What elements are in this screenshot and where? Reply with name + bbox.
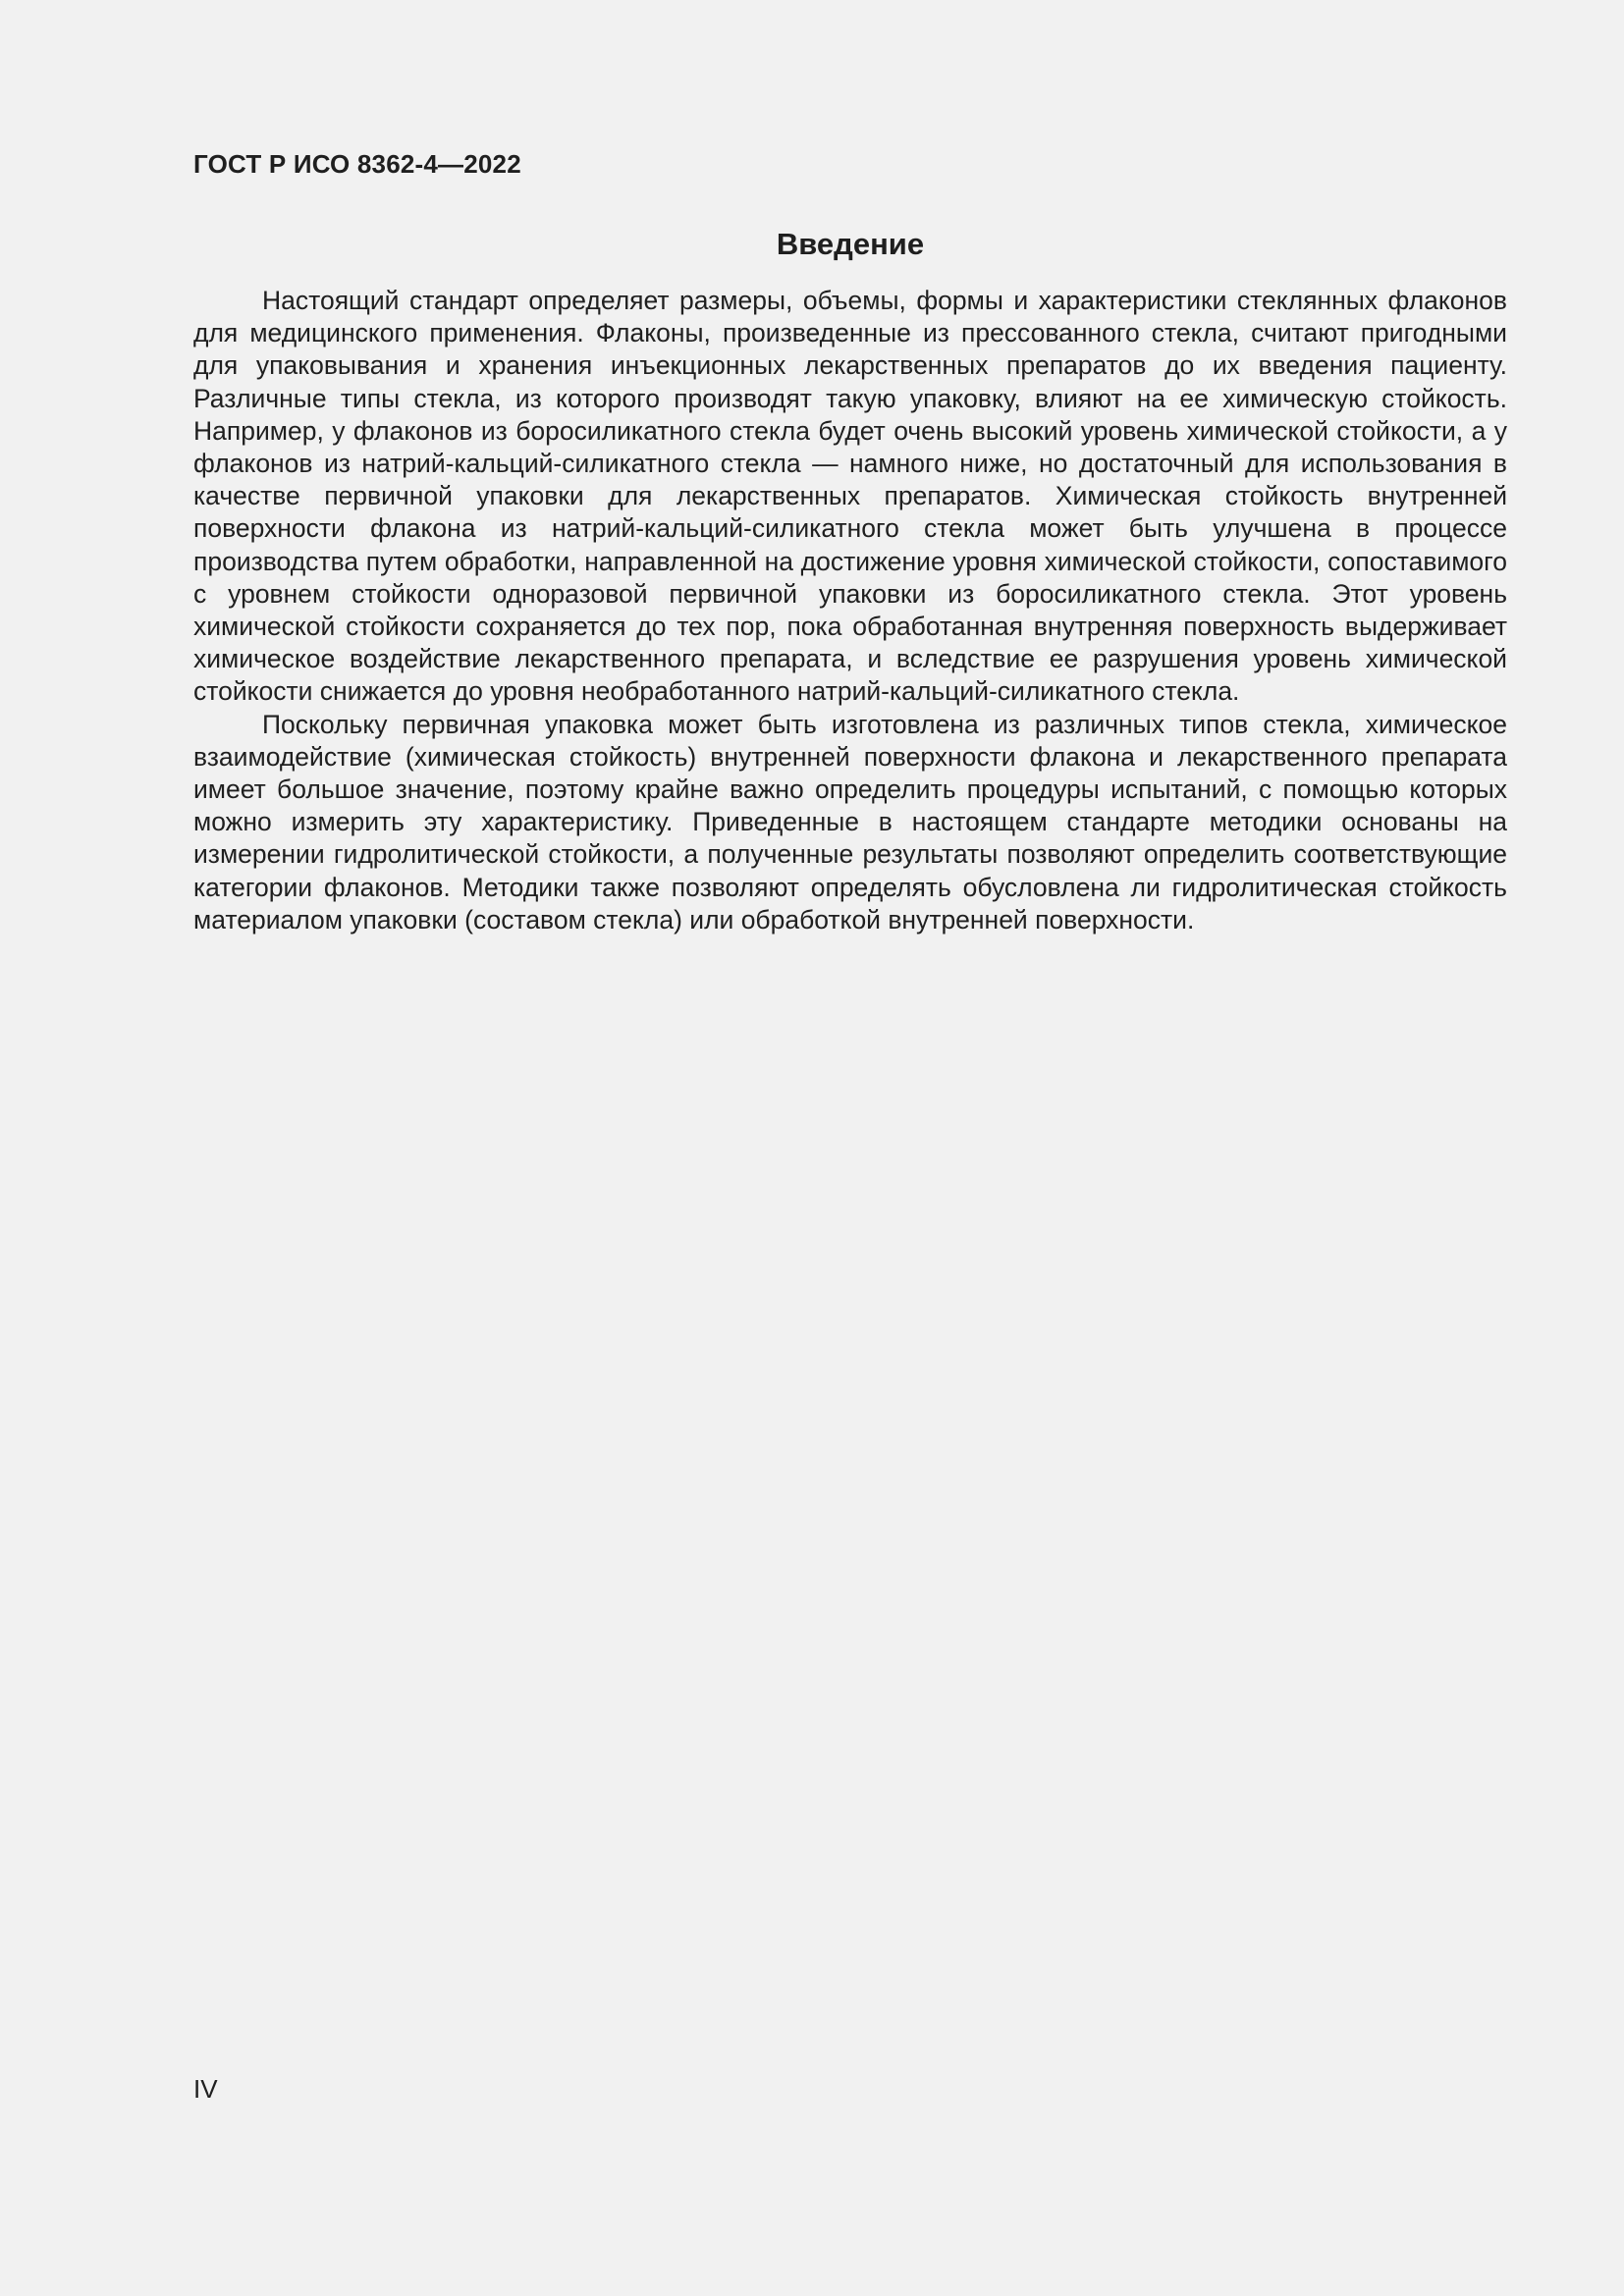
paragraph-1: Настоящий стандарт определяет размеры, объемы, формы и характеристики стеклянных флаконов для медицинского применения. Флаконы, произведенные из прессованного стекла, считают пригодными для упаковывания и хранения инъекционных лекарственных препаратов до их введения пациенту. Различные типы стекла, из которого производят такую упаковку, влияют на ее химическую стойкость. Например, у флаконов из боросиликатного стекла будет очень высокий уровень химической стойкости, а у флаконов из натрий-кальций-силикатного стекла — намного ниже, но достаточный для использования в качестве первичной упаковки для лекарственных препаратов. Химическая стойкость внутренней поверхности флакона из натрий-кальций-силикатного стекла может быть улучшена в процессе производства путем обработки, направленной на достижение уровня химической стойкости, сопоставимого с уровнем стойкости одноразовой первичной упаковки из боросиликатного стекла. Этот уровень химической стойкости сохраняется до тех пор, пока обработанная внутренняя поверхность выдерживает химическое воздействие лекарственного препарата, и вследствие ее разрушения уровень химической стойкости снижается до уровня необработанного натрий-кальций-силикатного стекла. (193, 286, 1507, 707)
body-text (193, 285, 1507, 936)
section-title: Введение (776, 227, 925, 261)
page-number: IV (193, 2074, 218, 2104)
paragraph-2: Поскольку первичная упаковка может быть изготовлена из различных типов стекла, химическое взаимодействие (химическая стойкость) внутренней поверхности флакона и лекарственного препарата имеет большое значение, поэтому крайне важно определить процедуры испытаний, с помощью которых можно измерить эту характеристику. Приведенные в настоящем стандарте методики основаны на измерении гидролитической стойкости, а полученные результаты позволяют определить соответствующие категории флаконов. Методики также позволяют определять обусловлена ли гидролитическая стойкость материалом упаковки (составом стекла) или обработкой внутренней поверхности. (193, 709, 1507, 934)
document-header: ГОСТ Р ИСО 8362-4—2022 (193, 149, 521, 179)
